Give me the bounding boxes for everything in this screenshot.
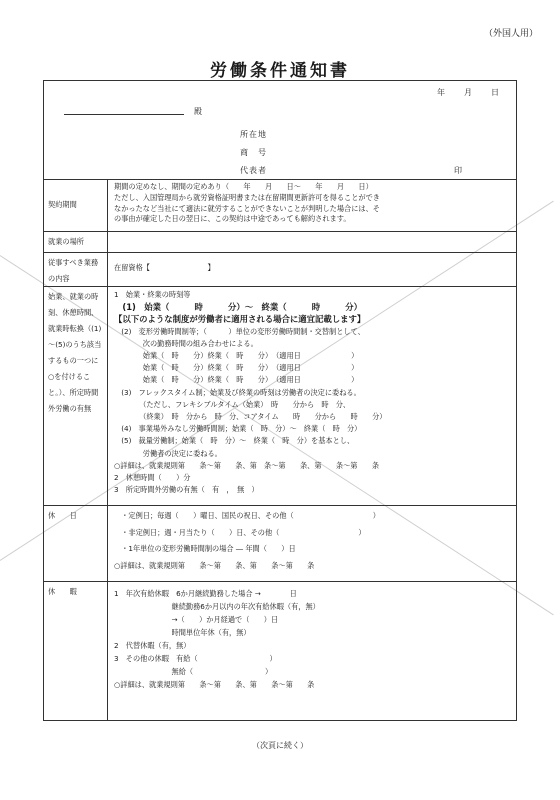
workplace-label: 就業の場所	[44, 231, 108, 252]
working-hours-row	[44, 286, 516, 506]
workplace-field[interactable]	[108, 231, 516, 252]
text-line: →（ ）か月経過で（ ）日	[114, 615, 279, 624]
text-line: 継続勤務6か月以内の年次有給休暇（有，無）	[114, 602, 320, 611]
text-line: 期間の定めなし、期間の定めあり（ 年 月 日～ 年 月 日）	[114, 182, 373, 191]
document-title: 労働条件通知書	[210, 61, 350, 81]
text-line: (3) フレックスタイム制；始業及び終業の時刻は労働者の決定に委ねる。	[114, 387, 361, 397]
holidays-label: 休 日	[44, 505, 108, 581]
employer-rep-label: 代表者	[240, 166, 267, 175]
text-line: （終業） 時 分から 時 分、コアタイム 時 分から 時 分）	[114, 412, 387, 422]
contract-period-row	[44, 179, 516, 232]
residence-status-field: 在留資格【 】	[114, 263, 215, 272]
holidays-content[interactable]	[108, 505, 516, 581]
duties-label: 従事すべき業務の内容	[44, 252, 108, 286]
text-line: ・1年単位の変形労働時間制の場合 ― 年間（ ）日	[114, 544, 296, 553]
header-block	[44, 81, 516, 180]
shift-line: 始業（ 時 分）終業（ 時 分） （適用日 ）	[114, 351, 359, 361]
text-line: ○詳細は、就業規則第 条～第 条、第 条～第 条	[114, 680, 315, 689]
vacation-row	[44, 581, 516, 720]
shift-line: 始業（ 時 分）終業（ 時 分） （適用日 ）	[114, 375, 359, 385]
text-line: (4) 事業場外みなし労働時間制；始業（ 時 分）～ 終業（ 時 分）	[114, 424, 362, 434]
duties-field[interactable]	[108, 252, 516, 286]
text-line: 時間単位年休（有，無）	[114, 628, 251, 637]
vacation-content[interactable]	[108, 581, 516, 720]
seal-label: 印	[454, 166, 462, 175]
duties-row	[44, 252, 516, 287]
text-line: (5) 裁量労働制；始業（ 時 分）～ 終業（ 時 分）を基本とし、	[114, 436, 355, 446]
text-line: 2 代替休暇（有，無）	[114, 641, 191, 650]
addressee-name-field[interactable]	[64, 114, 184, 115]
contract-period-label: 契約期間	[44, 179, 108, 231]
form-frame	[43, 80, 517, 721]
text-line: ・非定例日；週・月当たり（ ）日、その他（ ）	[114, 527, 366, 537]
text-line: (2) 変形労働時間制等；（ ）単位の変形労働時間制・交替制として、	[114, 326, 365, 336]
text-line: 無給（ ）	[114, 667, 273, 676]
text-line: なかったなど当社にて適法に就労することができないことが判明した場合には、そ	[114, 203, 380, 213]
document-type-label: （外国人用）	[483, 29, 538, 39]
text-line: 3 所定時間外労働の有無（ 有 ， 無 ）	[114, 485, 259, 495]
vacation-label: 休 暇	[44, 581, 108, 720]
start-end-time-line: (1) 始業（ 時 分）～ 終業（ 時 分）	[114, 302, 362, 313]
workplace-row	[44, 231, 516, 253]
working-hours-content[interactable]	[108, 286, 516, 505]
text-line: の事由が確定した日の翌日に、この契約は中途であっても解約されます。	[114, 214, 351, 224]
text-line: ただし、入国管理局から就労資格証明書または在留期間更新許可を得ることができ	[114, 192, 380, 202]
text-line: 1 年次有給休暇 6か月継続勤務した場合 → 日	[114, 589, 297, 598]
shift-line: 始業（ 時 分）終業（ 時 分） （適用日 ）	[114, 363, 359, 373]
text-line: 労働者の決定に委ねる。	[114, 448, 222, 458]
addressee-suffix: 殿	[194, 107, 202, 116]
text-line: ・定例日；毎週（ ）曜日、国民の祝日、その他（ ）	[114, 511, 380, 520]
optional-systems-note: 【以下のような制度が労働者に適用される場合に適宜記載します】	[114, 314, 366, 325]
text-line: 次の勤務時間の組み合わせによる。	[114, 338, 258, 348]
text-line: ○詳細は、就業規則第 条～第 条、第 条～第 条、第 条～第 条	[114, 460, 380, 470]
text-line: （ただし、フレキシブルタイム（始業） 時 分から 時 分、	[114, 399, 351, 409]
date-line[interactable]: 年 月 日	[437, 88, 500, 97]
text-line: 3 その他の休暇 有給（ ）	[114, 654, 277, 663]
continued-note: （次頁に続く）	[252, 741, 308, 750]
holidays-row	[44, 505, 516, 582]
contract-period-content[interactable]	[108, 179, 516, 231]
employer-address-label: 所在地	[240, 130, 267, 139]
text-line: ○詳細は、就業規則第 条～第 条、第 条～第 条	[114, 560, 315, 570]
working-hours-label: 始業、就業の時刻、休憩時間、就業時転換（(1)～(5)のうち該当するもの一つに○を付けること。）、所定時間外労働の有無	[44, 286, 108, 505]
text-line: 1 始業・終業の時刻等	[114, 290, 191, 299]
text-line: 2 休憩時間（ ）分	[114, 473, 191, 483]
employer-name-label: 商 号	[240, 148, 267, 157]
